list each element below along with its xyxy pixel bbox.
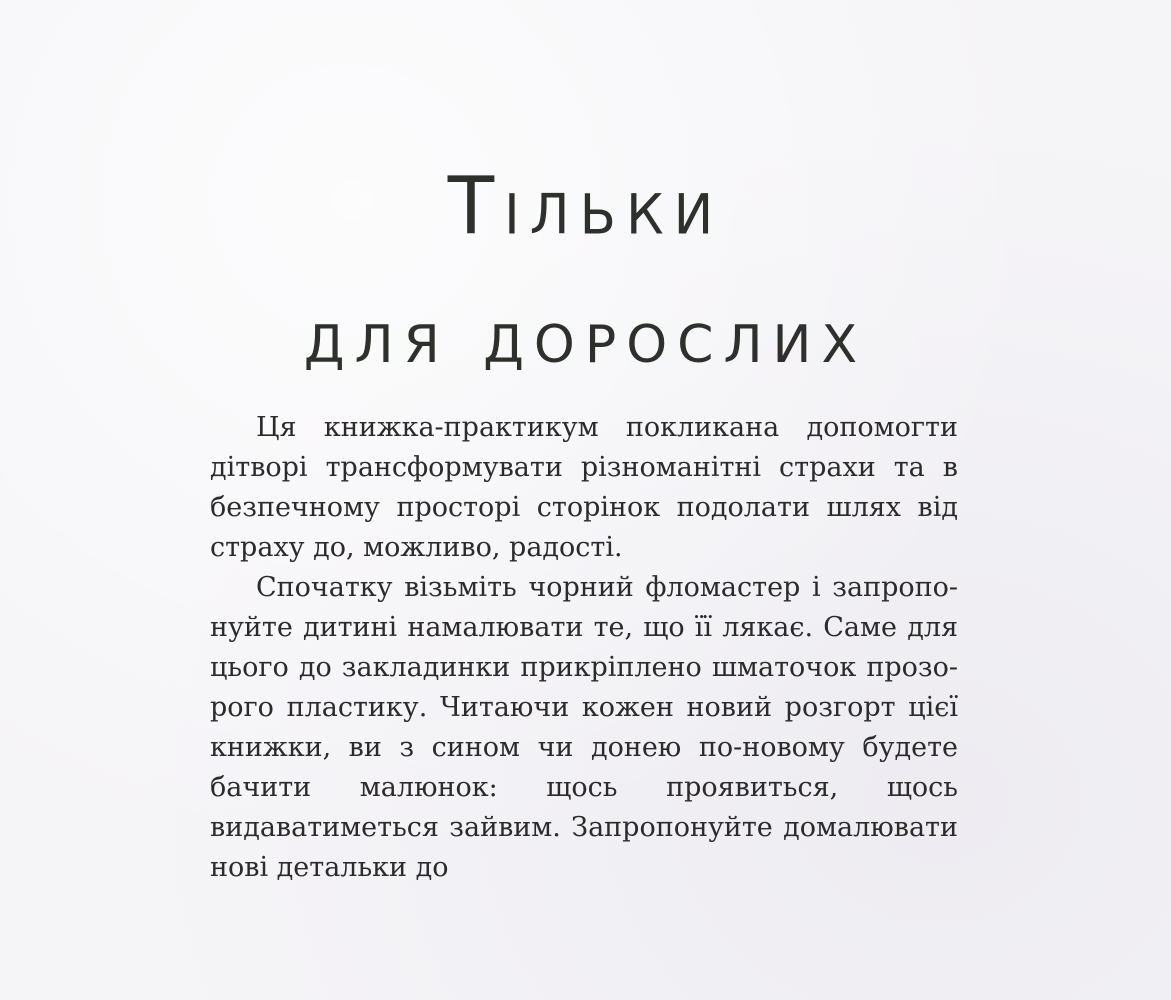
paragraph-1: Ця книжка-практикум покликана допомогти дітворі трансформувати різноманітні страхи та в безпечному просторі сторінок подолати шлях від страху до, можливо, радості. xyxy=(210,412,958,563)
paragraph-2: Спочатку візьміть чорний фломастер і запропонуйте дитині намалювати те, що її лякає. Саме для цього до закладинки прикріплено шматочок прозорого пластику. Читаючи кожен новий розгорт цієї книжки, ви з сином чи донею по-новому будете бачити малюнок: щось проявиться, щось видаватиметься зайвим. Запропонуйте домалювати нові детальки до xyxy=(210,572,958,883)
body-text xyxy=(210,408,958,888)
page-title-line-1: Тільки xyxy=(447,158,724,253)
page-title-line-2: для дорослих xyxy=(303,294,868,380)
